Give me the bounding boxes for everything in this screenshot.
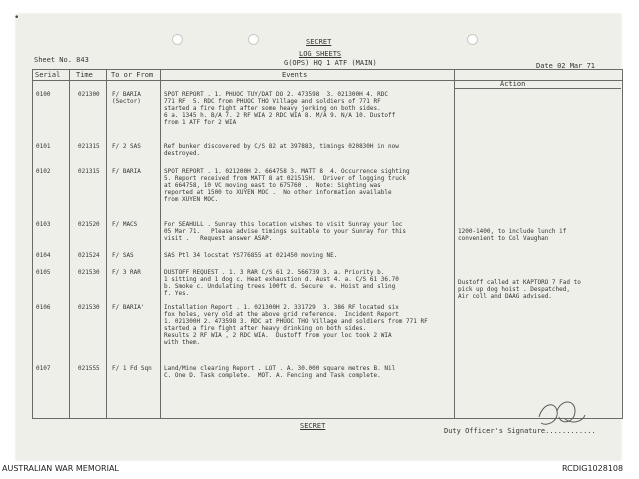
col-action-header: Action — [500, 80, 526, 88]
row-events: Installation Report . 1. 021300H 2. 331729 3. 386 RF located six fox holes, very old at the above grid reference. Incident Report 1. 021300H 2. 473598 3. RDC at PHUOC THO Village and soldiers from 771 RF started a fire fight after heavy drinking on both sides. Results 2 RF WIA , 2 RDC WIA. Dustoff from your loc took 2 WIA with them. — [164, 304, 428, 346]
unit-title: G(OPS) HQ 1 ATF (MAIN) — [284, 59, 377, 67]
col-events-header: Events — [282, 71, 308, 79]
row-to-from: F/ BARIA — [112, 168, 141, 175]
sheet-date: Date 02 Mar 71 — [536, 62, 596, 70]
punch-hole-middle — [248, 34, 259, 45]
row-time: 021524 — [78, 252, 100, 259]
punch-hole-left — [172, 34, 183, 45]
row-to-from: F/ BARIA' — [112, 304, 145, 311]
row-events: For SEAHULL . Sunray this location wishes to visit Sunray your loc 05 Mar 71. Please advise timings suitable to your Sunray for this visit . Request answer ASAP. — [164, 221, 407, 242]
row-events: SAS Ptl 34 locstat YS776855 at 021450 moving NE. — [164, 252, 338, 259]
row-events: DUSTOFF REQUEST . 1. 3 RAR C/S 61 2. 566739 3. a. Priority b. 1 sitting and 1 dog c. Heat exhaustion d. Aust 4. a. C/S 61 36.70 b. Smoke c. Undulating trees 100ft d. Secure e. Hoist and sling f. Yes. — [164, 269, 399, 297]
row-time: 021530 — [78, 269, 100, 276]
secret-top-label: SECRET — [306, 38, 332, 46]
col-serial-header: Serial — [35, 71, 61, 79]
action-header-rule — [454, 88, 621, 89]
row-serial: 0107 — [36, 365, 51, 372]
archive-reference: RCDIG1028108 — [562, 464, 624, 473]
row-action: Dustoff called at KAPTORO 7 Fad to pick up dog hoist . Despatched, Air coll and DAAG advised. — [458, 279, 581, 300]
row-to-from: F/ 3 RAR — [112, 269, 141, 276]
row-time: 021315 — [78, 143, 100, 150]
row-serial: 0102 — [36, 168, 51, 175]
punch-hole-right — [467, 34, 478, 45]
corner-mark: • — [14, 13, 20, 23]
row-to-from: F/ 2 SAS — [112, 143, 141, 150]
row-time: 021300 — [78, 91, 100, 98]
row-events: SPOT REPORT . 1. 021200H 2. 664758 3. MATT 8 4. Occurrence sighting 5. Report received from MATT 8 at 021515H. Driver of logging truck at 664758, 10 VC moving east to 675760 . Note: Sighting was reported at 1500 to XUYEN MOC . No other information available from XUYEN MOC. — [164, 168, 410, 203]
row-serial: 0103 — [36, 221, 51, 228]
row-to-from: F/ MACS — [112, 221, 138, 228]
row-time: 021520 — [78, 221, 100, 228]
row-serial: 0101 — [36, 143, 51, 150]
row-to-from: F/ SAS — [112, 252, 134, 259]
row-events: Ref bunker discovered by C/S 82 at 397883, timings 020830H in now destroyed. — [164, 143, 399, 157]
row-serial: 0104 — [36, 252, 51, 259]
secret-bottom-label: SECRET — [300, 422, 326, 430]
row-serial: 0105 — [36, 269, 51, 276]
row-time: 021315 — [78, 168, 100, 175]
duty-officer-signature-line: Duty Officer's Signature............ — [444, 427, 596, 435]
col-to-from-header: To or From — [111, 71, 154, 79]
row-events: SPOT REPORT . 1. PHUOC TUY/DAT DO 2. 473598 3. 021300H 4. RDC 771 RF 5. RDC from PHUOC THO Village and soldiers of 771 RF started a fire fight after some heavy jerking on both sides. 6 a. 1345 h. B/A 7. 2 RF WIA 2 RDC WIA 8. M/A 9. N/A 10. Dustoff from 1 ATF for 2 WIA — [164, 91, 396, 126]
row-serial: 0100 — [36, 91, 51, 98]
row-to-from: F/ 1 Fd Sqn — [112, 365, 152, 372]
row-time: 021530 — [78, 304, 100, 311]
row-to-from: F/ BARIA (Sector) — [112, 91, 141, 105]
col-time-header: Time — [76, 71, 93, 79]
row-events: Land/Mine clearing Report . LOT . A. 30.000 square metres B. Nil C. One D. Task complete. MOT. A. Fencing and Task complete. — [164, 365, 396, 379]
archive-caption: AUSTRALIAN WAR MEMORIAL — [2, 464, 119, 473]
row-serial: 0106 — [36, 304, 51, 311]
row-action: 1200-1400, to include lunch if convenient to Col Vaughan — [458, 228, 567, 242]
sheet-number: Sheet No. 843 — [34, 56, 89, 64]
log-sheets-title: LOG SHEETS — [299, 50, 342, 58]
signature-text — [535, 395, 536, 396]
row-time: 021555 — [78, 365, 100, 372]
